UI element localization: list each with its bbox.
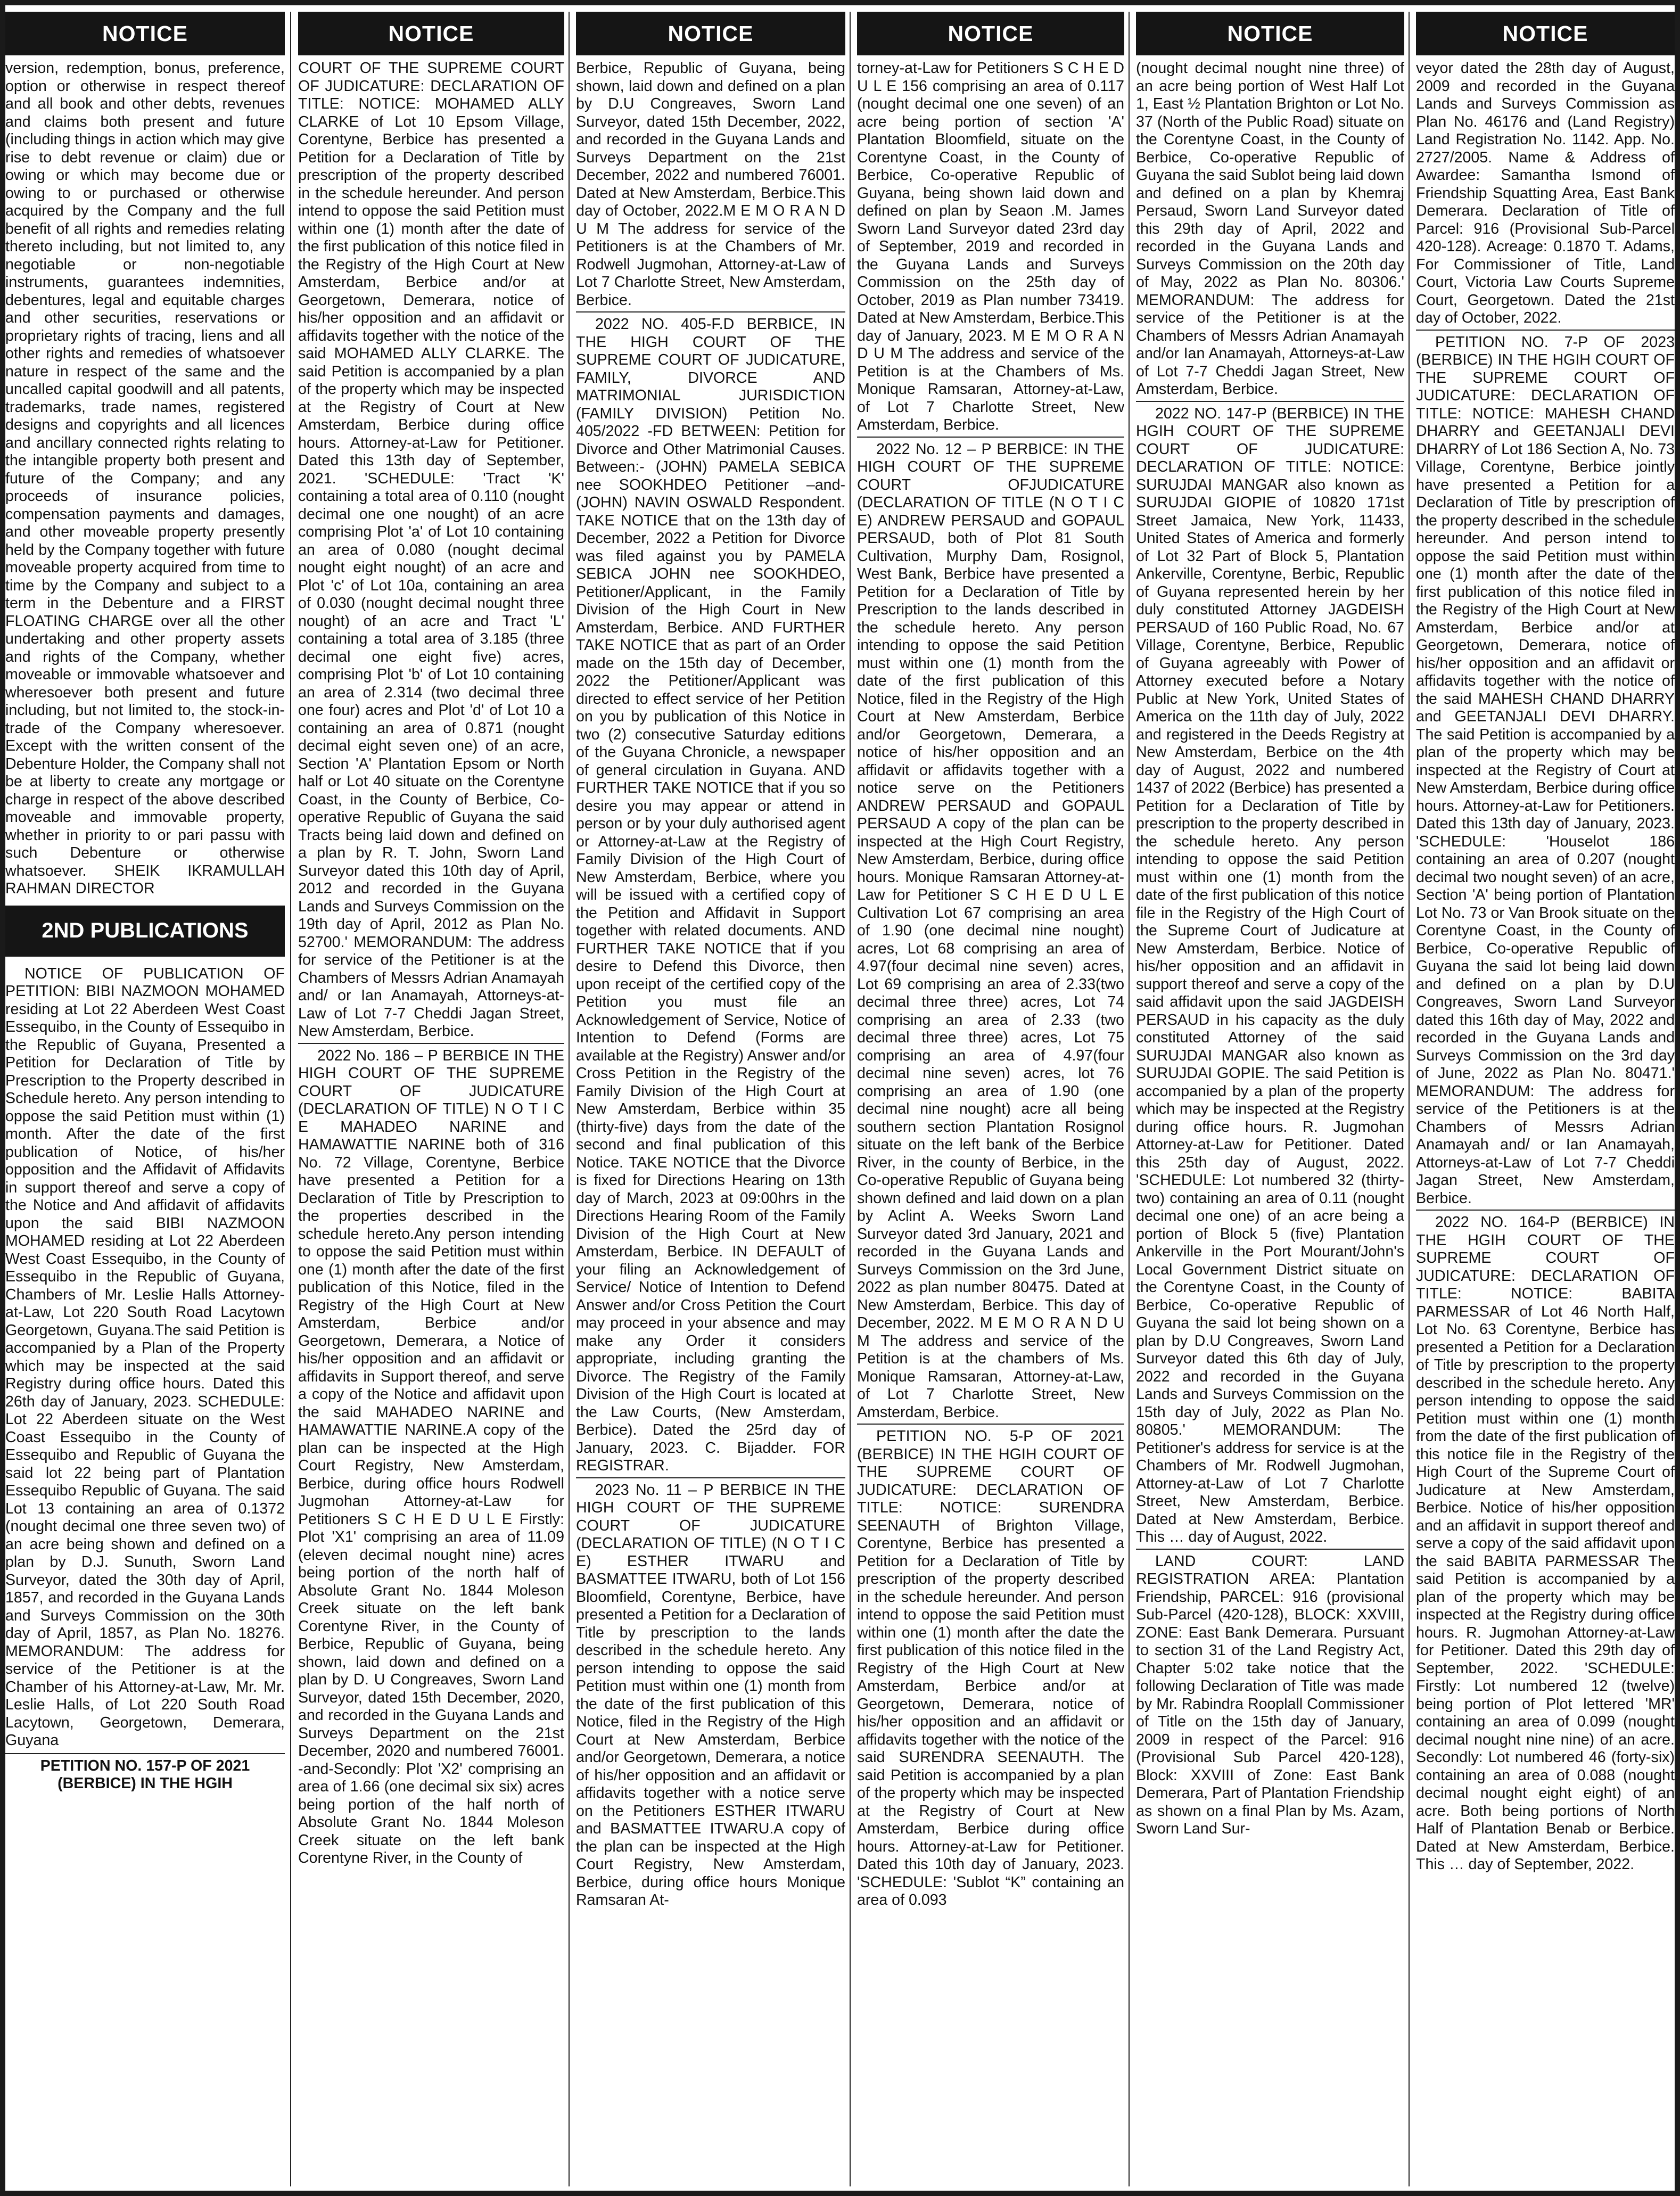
notice-header: NOTICE	[1136, 12, 1404, 55]
notice-text: torney-at-Law for Petitioners S C H E D U L E 156 comprising an area of 0.117 (nought decimal one one seven) of an acre being portion of section 'A' Plantation Bloomfield, situate on the Corentyne Coast, in the County of Berbice, Co-operative Republic of Guyana, being shown laid down and defined on plan by Seaon .M. James Sworn Land Surveyor dated 23rd day of September, 2019 and recorded in the Guyana Lands and Surveys Commission on the 25th day of October, 2019 as Plan number 73419. Dated at New Amsterdam, Berbice.This day of January, 2023. M E M O R A N D U M The address and service of the Petition is at the Chambers of Ms. Monique Ramsaran, Attorney-at-Law, of Lot 7 Charlotte Street, New Amsterdam, Berbice.	[857, 60, 1124, 438]
column-rule	[850, 12, 851, 2186]
notice-text: 2022 No. 12 – P BERBICE: IN THE HIGH COURT OF THE SUPREME COURT OFJUDICATURE (DECLARATION OF TITLE (N O T I C E) ANDREW PERSAUD and GOPAUL PERSAUD, both of Plot 81 South Cultivation, Murphy Dam, Rosignol, West Bank, Berbice have presented a Petition for a Declaration of Title by Prescription to the lands described in the schedule hereto. Any person intending to oppose the said Petition must within one (1) month from the date of the first publication of this Notice, filed in the Registry of the High Court at New Amsterdam, Berbice and/or Georgetown, Demerara, a notice of his/her opposition and an affidavit or affidavits together with a notice serve on the Petitioners ANDREW PERSAUD and GOPAUL PERSAUD A copy of the plan can be inspected at the High Court Registry, New Amsterdam, Berbice, during office hours. Monique Ramsaran Attorney-at-Law for Petitioner S C H E D U L E Cultivation Lot 67 comprising an area of 1.90 (one decimal nine nought) acres, Lot 68 comprising an area of 4.97(four decimal nine seven) acres, Lot 69 comprising an area of 2.33(two decimal three three) acres, Lot 74 comprising an area of 2.33 (two decimal three three) acres, Lot 75 comprising an area of 4.97(four decimal nine seven) acres, lot 76 comprising an area of 1.90 (one decimal nine nought) acre all being southern section Plantation Rosignol situate on the left bank of the Berbice River, in the county of Berbice, in the Co-operative Republic of Guyana being shown defined and laid down on a plan by Aclint A. Weeks Sworn Land Surveyor dated 3rd January, 2021 and recorded in the Guyana Lands and Surveys Commission on the 3rd June, 2022 as plan number 80475. Dated at New Amsterdam, Berbice. This day of December, 2022. M E M O R A N D U M The address and service of the Petition is at the chambers of Ms. Monique Ramsaran, Attorney-at-Law, of Lot 7 Charlotte Street, New Amsterdam, Berbice.	[857, 441, 1124, 1425]
notice-text: 2023 No. 11 – P BERBICE IN THE HIGH COURT OF THE SUPREME COURT OF JUDICATURE (DECLARATION OF TITLE) (N O T I C E) ESTHER ITWARU and BASMATTEE ITWARU, both of Lot 156 Bloomfield, Corentyne, Berbice, have presented a Petition for a Declaration of Title by prescription to the lands described in the schedule hereto. Any person intending to oppose the said Petition must within one (1) month from the date of the first publication of this Notice, filed in the Registry of the High Court at New Amsterdam, Berbice and/or Georgetown, Demerara, a notice of his/her opposition and an affidavit or affidavits together with a notice serve on the Petitioners ESTHER ITWARU and BASMATTEE ITWARU.A copy of the plan can be inspected at the High Court Registry, New Amsterdam, Berbice, during office hours Monique Ramsaran At-	[576, 1481, 845, 1909]
notice-text: LAND COURT: LAND REGISTRATION AREA: Plantation Friendship, PARCEL: 916 (provisional Sub-Parcel (420-128), BLOCK: XXVIII, ZONE: East Bank Demerara. Pursuant to section 31 of the Land Registry Act, Chapter 5:02 take notice that the following Declaration of Title was made by Mr. Rabindra Rooplall Commissioner of Title on the 15th day of January, 2009 in respect of the Parcel: 916 (Provisional Sub Parcel 420-128), Block: XXVIII of Zone: East Bank Demerara, Part of Plantation Friendship as shown on a final Plan by Ms. Azam, Sworn Land Sur-	[1136, 1552, 1404, 1837]
column-rule	[569, 12, 570, 2186]
column-rule	[1409, 12, 1410, 2186]
column-4	[857, 12, 1124, 2186]
notice-header: NOTICE	[857, 12, 1124, 55]
notice-heading: PETITION NO. 157-P OF 2021 (BERBICE) IN THE HGIH	[5, 1753, 285, 1793]
notice-text: 2022 No. 186 – P BERBICE IN THE HIGH COURT OF THE SUPREME COURT OF JUDICATURE (DECLARATION OF TITLE) N O T I C E MAHADEO NARINE and HAMAWATTIE NARINE both of 316 No. 72 Village, Corentyne, Berbice have presented a Petition for a Declaration of Title by Prescription to the properties described in the schedule hereto.Any person intending to oppose the said Petition must within one (1) month after the date of the first publication of this Notice, filed in the Registry of the High Court at New Amsterdam, Berbice and/or Georgetown, Demerara, a Notice of his/her opposition and an affidavit or affidavits in Support thereof, and serve a copy of the Notice and affidavit upon the said MAHADEO NARINE and HAMAWATTIE NARINE.A copy of the plan can be inspected at the High Court Registry, New Amsterdam, Berbice, during office hours Rodwell Jugmohan Attorney-at-Law for Petitioners S C H E D U L E Firstly: Plot 'X1' comprising an area of 11.09 (eleven decimal nought nine) acres being portion of the north half of Absolute Grant No. 1844 Moleson Creek situate on the left bank Corentyne River, in the County of Berbice, Republic of Guyana, being shown, laid down and defined on a plan by D. U Congreaves, Sworn Land Surveyor, dated 15th December, 2020, and recorded in the Guyana Lands and Surveys Department on the 21st December, 2020 and numbered 76001. -and-Secondly: Plot 'X2' comprising an area of 1.66 (one decimal six six) acres being portion of the half north of Absolute Grant No. 1844 Moleson Creek situate on the left bank Corentyne River, in the County of	[298, 1047, 564, 1866]
notice-text: COURT OF THE SUPREME COURT OF JUDICATURE: DECLARATION OF TITLE: NOTICE: MOHAMED ALLY CLARKE of Lot 10 Epsom Village, Corentyne, Berbice has presented a Petition for a Declaration of Title by prescription of the property described in the schedule hereunder. And person intend to oppose the said Petition must within one (1) month after the date of the first publication of this notice filed in the Registry of the High Court at New Amsterdam, Berbice and/or at Georgetown, Demerara, notice of his/her opposition and an affidavit or affidavits together with the notice of the said MOHAMED ALLY CLARKE. The said Petition is accompanied by a plan of the property which may be inspected at the Registry of Court at New Amsterdam, Berbice during office hours. Attorney-at-Law for Petitioner. Dated this 13th day of September, 2021. 'SCHEDULE: 'Tract 'K' containing a total area of 0.110 (nought decimal one one nought) of an acre comprising Plot 'a' of Lot 10 containing an area of 0.080 (nought decimal nought eight nought) of an acre and Plot 'c' of Lot 10a, containing an area of 0.030 (nought decimal nought three nought) of an acre and Tract 'L' containing a total area of 3.185 (three decimal one eight five) acres, comprising Plot 'b' of Lot 10 containing an area of 2.314 (two decimal three one four) acres and Plot 'd' of Lot 10 a containing an area of 0.871 (nought decimal eight seven one) of an acre, Section 'A' Plantation Epsom or North half or Lot 40 situate on the Corentyne Coast, in the County of Berbice, Co-operative Republic of Guyana the said Tracts being laid down and defined on a plan by R. T. John, Sworn Land Surveyor dated this 10th day of April, 2012 and recorded in the Guyana Lands and Surveys Commission on the 19th day of April, 2012 as Plan No. 52700.' MEMORANDUM: The address for service of the Petitioner is at the Chambers of Messrs Adrian Anamayah and/ or Ian Anamayah, Attorneys-at-Law of Lot 7-7 Cheddi Jagan Street, New Amsterdam, Berbice.	[298, 60, 564, 1044]
column-5	[1136, 12, 1404, 2186]
column-rule	[290, 12, 291, 2186]
notice-text: (nought decimal nought nine three) of an acre being portion of West Half Lot 1, East ½ Plantation Brighton or Lot No. 37 (North of the Public Road) situate on the Corentyne Coast, in the County of Berbice, Co-operative Republic of Guyana the said Sublot being laid down and defined on a plan by Khemraj Persaud, Sworn Land Surveyor dated this 29th day of April, 2022 and recorded in the Guyana Lands and Surveys Commission on the 20th day of May, 2022 as Plan No. 80306.' MEMORANDUM: The address for service of the Petitioner is at the Chambers of Messrs Adrian Anamayah and/or Ian Anamayah, Attorneys-at-Law of Lot 7-7 Cheddi Jagan Street, New Amsterdam, Berbice.	[1136, 60, 1404, 402]
column-rule	[1129, 12, 1130, 2186]
notice-header: NOTICE	[5, 12, 285, 55]
column-2	[298, 12, 564, 2186]
column-6	[1416, 12, 1675, 2186]
notice-text: Berbice, Republic of Guyana, being shown, laid down and defined on a plan by D.U Congreaves, Sworn Land Surveyor, dated 15th December, 2022, and recorded in the Guyana Lands and Surveys Department on the 21st December, 2022 and numbered 76001. Dated at New Amsterdam, Berbice.This day of October, 2022.M E M O R A N D U M The address for service of the Petitioners is at the Chambers of Mr. Rodwell Jugmohan, Attorney-at-Law of Lot 7 Charlotte Street, New Amsterdam, Berbice.	[576, 60, 845, 312]
notice-text: PETITION NO. 5-P OF 2021 (BERBICE) IN THE HGIH COURT OF THE SUPREME COURT OF JUDICATURE: DECLARATION OF TITLE: NOTICE: SURENDRA SEENAUTH of Brighton Village, Corentyne, Berbice has presented a Petition for a Declaration of Title by prescription of the property described in the schedule hereunder. And person intend to oppose the said Petition must within one (1) month after the date the first publication of this notice filed in the Registry of the High Court at New Amsterdam, Berbice and/or at Georgetown, Demerara, notice of his/her opposition and an affidavit or affidavits together with the notice of the said SURENDRA SEENAUTH. The said Petition is accompanied by a plan of the property which may be inspected at the Registry of Court at New Amsterdam, Berbice during office hours. Attorney-at-Law for Petitioner. Dated this 10th day of January, 2023. 'SCHEDULE: 'Sublot “K” containing an area of 0.093	[857, 1428, 1124, 1909]
notice-text: NOTICE OF PUBLICATION OF PETITION: BIBI NAZMOON MOHAMED residing at Lot 22 Aberdeen West Coast Essequibo, in the County of Essequibo in the Republic of Guyana, Presented a Petition for Declaration of Title by Prescription to the Property described in Schedule hereto. Any person intending to oppose the said Petition must within (1) month. After the date of the first publication of Notice, of his/her opposition and the Affidavit of Affidavits in support thereof and serve a copy of the Notice and And affidavit of affidavits upon the said BIBI NAZMOON MOHAMED residing at Lot 22 Aberdeen West Coast Essequibo, in the County of Essequibo in the Republic of Guyana, Chambers of Mr. Leslie Halls Attorney- at-Law, Lot 220 South Road Lacytown Georgetown, Guyana.The said Petition is accompanied by a Plan of the Property which may be inspected at the said Registry during office hours. Dated this 26th day of January, 2023. SCHEDULE: Lot 22 Aberdeen situate on the West Coast Essequibo in the County of Essequibo and Republic of Guyana the said lot 22 being part of Plantation Essequibo Republic of Guyana. The said Lot 13 containing an area of 0.1372 (nought decimal one three seven two) of an acre being shown and defined on a plan by D.J. Sunuth, Sworn Land Surveyor, dated the 30th day of April, 1857, and recorded in the Guyana Lands and Surveys Commission on the 30th day of April, 1857, as Plan No. 18276. MEMORANDUM: The address for service of the Petitioner is at the Chamber of his Attorney-at-Law, Mr. Mr. Leslie Halls, of Lot 220 South Road Lacytown, Georgetown, Demerara, Guyana	[5, 965, 285, 1749]
column-1	[5, 12, 285, 2186]
notice-header: NOTICE	[576, 12, 845, 55]
notice-text: 2022 NO. 147-P (BERBICE) IN THE HGIH COURT OF THE SUPREME COURT OF JUDICATURE: DECLARATION OF TITLE: NOTICE: SURUJDAI MANGAR also known as SURUJDAI GIOPIE of 10820 171st Street Jamaica, New York, 11433, United States of America and formerly of Lot 32 Part of Block 5, Plantation Ankerville, Corentyne, Berbic, Republic of Guyana represented herein by her duly constituted Attorney JAGDEISH PERSAUD of 160 Public Road, No. 67 Village, Corentyne, Berbice, Republic of Guyana agreeably with Power of Attorney executed before a Notary Public at New York, United States of America on the 11th day of July, 2022 and registered in the Deeds Registry at New Amsterdam, Berbice on the 4th day of August, 2022 and numbered 1437 of 2022 (Berbice) has presented a Petition for a Declaration of Title by prescription to the property described in the schedule hereto. Any person intending to oppose the said Petition must within one (1) month from the date of the first publication of this notice file in the Registry of the High Court of the Supreme Court of Judicature at New Amsterdam, Berbice. Notice of his/her opposition and an affidavit in support thereof and serve a copy of the said affidavit upon the said JAGDEISH PERSAUD in his capacity as the duly constituted Attorney of the said SURUJDAI MANGAR also known as SURUJDAI GOPIE. The said Petition is accompanied by a plan of the property which may be inspected at the Registry during office hours. R. Jugmohan Attorney-at-Law for Petitioner. Dated this 25th day of August, 2022. 'SCHEDULE: Lot numbered 32 (thirty-two) containing an area of 0.11 (nought decimal one one) of an acre being a portion of Block 5 (five) Plantation Ankerville in the Port Mourant/John's Local Government District situate on the Corentyne Coast, in the County of Berbice, Co-operative Republic of Guyana the said lot being shown on a plan by D.U Congreaves, Sworn Land Surveyor dated this 6th day of July, 2022 and recorded in the Guyana Lands and Surveys Commission on the 15th day of July, 2022 as Plan No. 80805.' MEMORANDUM: The Petitioner's address for service is at the Chambers of Mr. Rodwell Jugmohan, Attorney-at-Law of Lot 7 Charlotte Street, New Amsterdam, Berbice. Dated at New Amsterdam, Berbice. This … day of August, 2022.	[1136, 405, 1404, 1550]
section-header: 2ND PUBLICATIONS	[5, 906, 285, 957]
notice-text: version, redemption, bonus, preference, option or otherwise in respect thereof and all book and other debts, revenues and claims both present and future (including things in action which may give rise to debt revenue or claim) due or owing or which may become due or owing to or purchased or otherwise acquired by the Company and the full benefit of all rights and remedies relating thereto including, but not limited to, any negotiable or non-negotiable instruments, guarantees indemnities, debentures, legal and equitable charges and other securities, reservations or proprietary rights of tracing, liens and all other rights and remedies of whatsoever nature in respect of the same and the uncalled capital goodwill and all patents, trademarks, trade names, registered designs and copyrights and all licences and ancillary connected rights relating to the intangible property both present and future of the Company; and any proceeds of insurance policies, compensation payments and damages, and other moveable property presently held by the Company together with future moveable property acquired from time to time by the Company and subject to a term in the Debenture and a FIRST FLOATING CHARGE over all the other undertaking and other property assets and rights of the Company, whether moveable or immovable whatsoever and wheresoever both present and future including, but not limited to, the stock-in-trade of the Company wheresoever. Except with the written consent of the Debenture Holder, the Company shall not be at liberty to create any mortgage or charge in respect of the above described moveable and immovable property, whether in priority to or pari passu with such Debenture or otherwise whatsoever. SHEIK IKRAMULLAH RAHMAN DIRECTOR	[5, 60, 285, 897]
notice-text: 2022 NO. 405-F.D BERBICE, IN THE HIGH COURT OF THE SUPREME COURT OF JUDICATURE, FAMILY, DIVORCE AND MATRIMONIAL JURISDICTION (FAMILY DIVISION) Petition No. 405/2022 -FD BETWEEN: Petition for Divorce and Other Matrimonial Causes. Between:- (JOHN) PAMELA SEBICA nee SOOKHDEO Petitioner –and- (JOHN) NAVIN OSWALD Respondent. TAKE NOTICE that on the 13th day of December, 2022 a Petition for Divorce was filed against you by PAMELA SEBICA JOHN nee SOOKHDEO, Petitioner/Applicant, in the Family Division of the High Court in New Amsterdam, Berbice. AND FURTHER TAKE NOTICE that as part of an Order made on the 15th day of December, 2022 the Petitioner/Applicant was directed to effect service of her Petition on you by publication of this Notice in two (2) consecutive Saturday editions of the Guyana Chronicle, a newspaper of general circulation in Guyana. AND FURTHER TAKE NOTICE that if you so desire you may appear or attend in person or by your duly authorised agent or Attorney-at-Law at the Registry of Family Division of the High Court of New Amsterdam, Berbice, where you will be issued with a certified copy of the Petition and Affidavit in Support together with related documents. AND FURTHER TAKE NOTICE that if you desire to Defend this Divorce, then upon receipt of the certified copy of the Petition you must file an Acknowledgement of Service, Notice of Intention to Defend (Forms are available at the Registry) Answer and/or Cross Petition in the Registry of the Family Division of the High Court at New Amsterdam, Berbice within 35 (thirty-five) days from the date of the second and final publication of this Notice. TAKE NOTICE that the Divorce is fixed for Directions Hearing on 13th day of March, 2023 at 09:00hrs in the Directions Hearing Room of the Family Division of the High Court at New Amsterdam, Berbice. IN DEFAULT of your filing an Acknowledgement of Service/ Notice of Intention to Defend Answer and/or Cross Petition the Court may proceed in your absence and may make any Order it considers appropriate, including granting the Divorce. The Registry of the Family Division of the High Court is located at the Law Courts, (New Amsterdam, Berbice). Dated the 25rd day of January, 2023. C. Bijadder. FOR REGISTRAR.	[576, 316, 845, 1478]
notice-header: NOTICE	[1416, 12, 1675, 55]
notice-text: 2022 NO. 164-P (BERBICE) IN THE HGIH COURT OF THE SUPREME COURT OF JUDICATURE: DECLARATION OF TITLE: NOTICE: BABITA PARMESSAR of Lot 46 North Half, Lot No. 63 Corentyne, Berbice has presented a Petition for a Declaration of Title by prescription to the property described in the schedule hereto. Any person intending to oppose the said Petition must within one (1) month from the date of the first publication of this notice file in the Registry of the High Court of the Supreme Court of Judicature at New Amsterdam, Berbice. Notice of his/her opposition and an affidavit in support thereof and serve a copy of the said affidavit upon the said BABITA PARMESSAR The said Petition is accompanied by a plan of the property which may be inspected at the Registry during office hours. R. Jugmohan Attorney-at-Law for Petitioner. Dated this 29th day of September, 2022. 'SCHEDULE: Firstly: Lot numbered 12 (twelve) being portion of Plot lettered 'MR' containing an area of 0.099 (nought decimal nought nine nine) of an acre. Secondly: Lot numbered 46 (forty-six) containing an area of 0.088 (nought decimal nought eight eight) of an acre. Both being portions of North Half of Plantation Benab or Berbice. Dated at New Amsterdam, Berbice. This … day of September, 2022.	[1416, 1214, 1675, 1873]
notice-text: veyor dated the 28th day of August, 2009 and recorded in the Guyana Lands and Surveys Commission as Plan No. 46176 and (Land Registry) Land Registration No. 1142. App. No. 2727/2005. Name & Address of Awardee: Samantha Ismond of Friendship Squatting Area, East Bank Demerara. Declaration of Title of Parcel: 916 (Provisional Sub-Parcel 420-128). Acreage: 0.1870 T. Adams, For Commissioner of Title, Land Court, Victoria Law Courts Supreme Court, Georgetown. Dated the 21st day of October, 2022.	[1416, 60, 1675, 331]
column-3	[576, 12, 845, 2186]
notice-text: PETITION NO. 7-P OF 2023 (BERBICE) IN THE HGIH COURT OF THE SUPREME COURT OF JUDICATURE: DECLARATION OF TITLE: NOTICE: MAHESH CHAND DHARRY and GEETANJALI DEVI DHARRY of Lot 186 Section A, No. 73 Village, Corentyne, Berbice jointly have presented a Petition for a Declaration of Title by prescription of the property described in the schedule hereunder. And person intend to oppose the said Petition must within one (1) month after the date of the first publication of this notice filed in the Registry of the High Court at New Amsterdam, Berbice and/or at Georgetown, Demerara, notice of his/her opposition and an affidavit or affidavits together with the notice of the said MAHESH CHAND DHARRY and GEETANJALI DEVI DHARRY. The said Petition is accompanied by a plan of the property which may be inspected at the Registry of Court at New Amsterdam, Berbice during office hours. Attorney-at-Law for Petitioners. Dated this 13th day of January, 2023. 'SCHEDULE: 'Houselot 186 containing an area of 0.207 (nought decimal two nought seven) of an acre, Section 'A' being portion of Plantation Lot No. 73 or Van Brook situate on the Corentyne Coast, in the County of Berbice, Co-operative Republic of Guyana the said lot being laid down and defined on a plan by D.U Congreaves, Sworn Land Surveyor dated this 16th day of May, 2022 and recorded in the Guyana Lands and Surveys Commission on the 3rd day of June, 2022 as Plan No. 80471.' MEMORANDUM: The address for service of the Petitioners is at the Chambers of Messrs Adrian Anamayah and/ or Ian Anamayah, Attorneys-at-Law of Lot 7-7 Cheddi Jagan Street, New Amsterdam, Berbice.	[1416, 334, 1675, 1211]
notice-header: NOTICE	[298, 12, 564, 55]
